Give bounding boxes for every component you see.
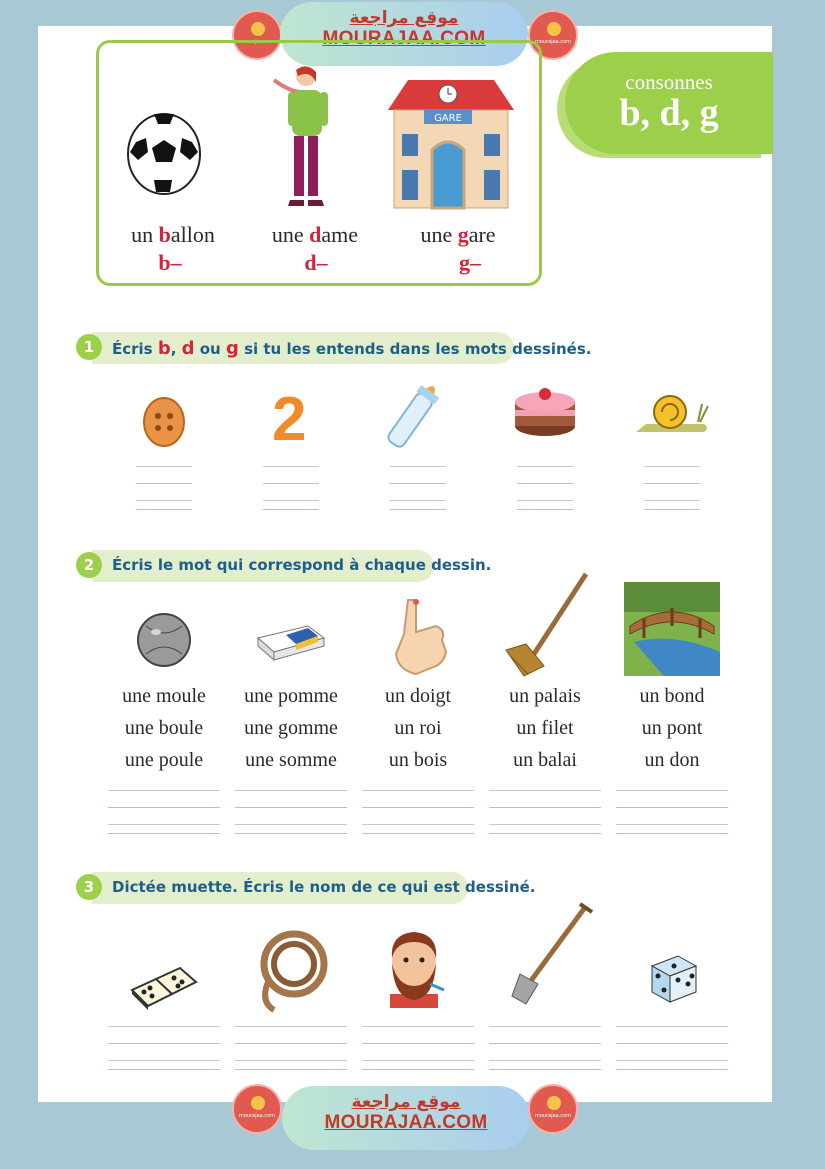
lesson-word-gare: une gare <box>420 222 496 247</box>
beard-icon <box>384 928 450 1008</box>
lesson-mark-g: g– <box>459 250 481 275</box>
option-word[interactable]: une poule <box>124 749 204 771</box>
site-name-latin: MOURAJAA.COM <box>322 28 486 49</box>
option-word[interactable]: un palais <box>509 685 581 707</box>
dice-icon <box>648 952 700 1004</box>
option-word[interactable]: un filet <box>516 717 574 739</box>
exercise-2-instruction <box>83 550 492 582</box>
option-word[interactable]: une somme <box>245 749 337 771</box>
exercise-2-options-2 <box>226 680 356 776</box>
site-name-latin: MOURAJAA.COM <box>324 1112 488 1133</box>
exercise-2-number: 2 <box>76 552 102 578</box>
answer-lines-3-4[interactable] <box>489 1026 601 1070</box>
svg-text:GARE: GARE <box>434 113 462 124</box>
answer-lines-1-4[interactable] <box>517 466 573 510</box>
consonants-tag <box>565 52 773 154</box>
answer-lines-3-2[interactable] <box>235 1026 347 1070</box>
snail-icon <box>634 392 710 436</box>
baby-bottle-icon <box>386 378 440 454</box>
domino-icon <box>128 964 198 1012</box>
tag-title: consonnes <box>625 70 713 94</box>
option-word[interactable]: une pomme <box>244 685 338 707</box>
option-word[interactable]: une boule <box>124 717 204 739</box>
site-seal-right-bottom: mourajaa.com <box>528 1084 578 1134</box>
cake-icon <box>512 380 578 440</box>
option-word[interactable]: un bois <box>388 749 448 771</box>
site-banner-bottom[interactable] <box>282 1086 530 1150</box>
button-icon <box>142 396 186 448</box>
answer-lines-2-3[interactable] <box>362 790 474 834</box>
option-word[interactable]: un doigt <box>384 685 452 707</box>
answer-lines-1-5[interactable] <box>644 466 700 510</box>
rope-icon <box>256 930 328 1014</box>
eraser-icon <box>256 622 326 662</box>
answer-lines-1-1[interactable] <box>136 466 192 510</box>
exercise-2-text: Écris le mot qui correspond à chaque dessin. <box>112 556 492 574</box>
option-word[interactable]: un pont <box>641 717 703 739</box>
answer-lines-2-5[interactable] <box>616 790 728 834</box>
answer-lines-1-3[interactable] <box>390 466 446 510</box>
option-word[interactable]: un roi <box>394 717 442 739</box>
exercise-3-text: Dictée muette. Écris le nom de ce qui est dessiné. <box>112 878 536 896</box>
option-word[interactable]: un balai <box>513 749 577 771</box>
site-seal-left-top: mourajaa.com <box>232 10 282 60</box>
answer-lines-3-1[interactable] <box>108 1026 220 1070</box>
lesson-mark-b: b– <box>158 250 182 275</box>
exercise-3-number: 3 <box>76 874 102 900</box>
answer-lines-2-4[interactable] <box>489 790 601 834</box>
exercise-2-options-3 <box>353 680 483 776</box>
exercise-1-instruction <box>83 332 592 364</box>
answer-lines-2-2[interactable] <box>235 790 347 834</box>
finger-icon <box>390 596 450 676</box>
bridge-icon <box>624 582 720 676</box>
lesson-mark-d: d– <box>304 250 328 275</box>
football-icon <box>126 112 202 196</box>
site-name-arabic: موقع مراجعة <box>349 8 459 28</box>
exercise-2-options-4 <box>480 680 610 776</box>
boule-icon <box>136 608 192 670</box>
number-two-icon: 2 <box>272 385 307 454</box>
shovel-icon <box>506 902 592 1006</box>
answer-lines-2-1[interactable] <box>108 790 220 834</box>
option-word[interactable]: une gomme <box>244 717 338 739</box>
answer-lines-3-3[interactable] <box>362 1026 474 1070</box>
train-station-icon <box>388 80 514 210</box>
site-name-arabic: موقع مراجعة <box>351 1092 461 1112</box>
broom-icon <box>498 570 592 680</box>
exercise-2-options-1 <box>99 680 229 776</box>
site-seal-right-top: mourajaa.com <box>528 10 578 60</box>
exercise-3-instruction <box>83 872 536 904</box>
lesson-word-ballon: un ballon <box>131 222 215 247</box>
option-word[interactable]: un bond <box>639 685 705 707</box>
site-seal-left-bottom: mourajaa.com <box>232 1084 282 1134</box>
lesson-word-dame: une dame <box>271 222 359 247</box>
exercise-1-number: 1 <box>76 334 102 360</box>
answer-lines-1-2[interactable] <box>263 466 319 510</box>
option-word[interactable]: un don <box>644 749 700 771</box>
exercise-2-options-5 <box>607 680 737 776</box>
lady-icon <box>268 62 338 212</box>
answer-lines-3-5[interactable] <box>616 1026 728 1070</box>
option-word[interactable]: une moule <box>122 685 206 707</box>
exercise-1-text: Écris b, d ou g si tu les entends dans les mots dessinés. <box>112 338 592 359</box>
tag-letters: b, d, g <box>619 92 719 134</box>
